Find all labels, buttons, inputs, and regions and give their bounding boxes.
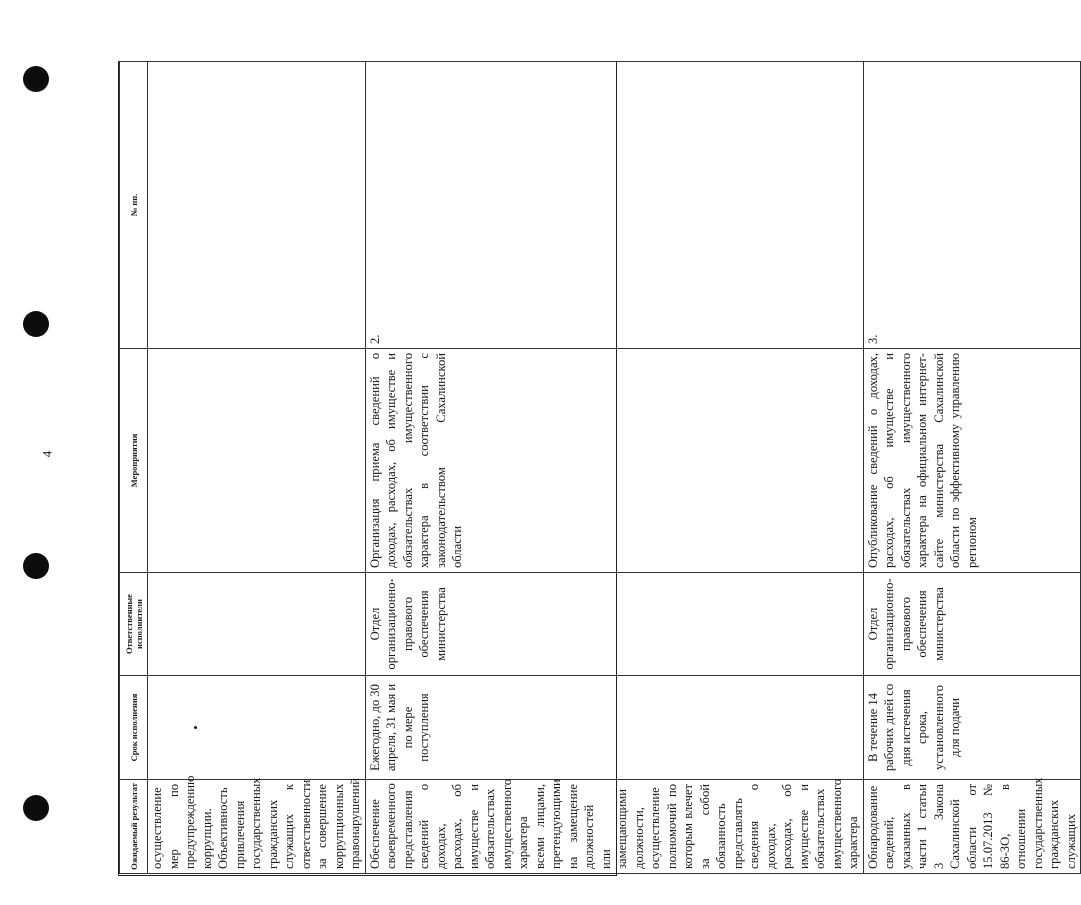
cell-num: 2. [365, 62, 863, 349]
cell-measures [148, 349, 366, 573]
cell-measures: Опубликование сведений о доходах, расходах, об имуществе и обязательствах имущественного характера на официальном интернет-сайте министерства Сахалинской области по эффективному управлению регионом [863, 349, 1081, 573]
cell-result: осуществление мер по предупреждению коррупции. Объективность привлечения государственных гражданских служащих к ответственности за совершение коррупционных правонарушений [148, 780, 366, 874]
table-header-row [120, 62, 148, 874]
rotated-content [119, 62, 1078, 874]
cell-executors [148, 573, 366, 676]
header-measures: Мероприятия [120, 349, 148, 573]
cell-num [148, 62, 366, 349]
table-row [148, 62, 366, 874]
cell-deadline: • [148, 676, 366, 780]
cell-result: Обеспечение своевременного представления сведений о доходах, расходах, об имуществе и обязательствах имущественного характера всеми лицами, претендующими на замещение должностей или замещающими должности, осуществление полномочий по которым влечет за собой обязанность представлять сведения о доходах, расходах, об имуществе и обязательствах имущественного характера [365, 780, 863, 874]
measures-table [119, 61, 1081, 874]
cell-deadline: Ежегодно, до 30 апреля, 31 мая и по мере поступления [365, 676, 863, 780]
cell-deadline: В течение 14 рабочих дней со дня истечения срока, установленного для подачи [863, 676, 1081, 780]
document-page [118, 61, 1078, 876]
table-row [365, 62, 863, 874]
header-executors: Ответственные исполнители [120, 573, 148, 676]
header-deadline: Срок исполнения [120, 676, 148, 780]
table-row [863, 62, 1081, 874]
cell-executors: Отдел организационно-правового обеспечения министерства [863, 573, 1081, 676]
binder-hole-1 [23, 66, 49, 92]
cell-result: Обнародование сведений, указанных в части 1 статьи 3 Закона Сахалинской области от 15.07.2013 № 86-ЗО, в отношении государственных гражданских служащих [863, 780, 1081, 874]
cell-executors: Отдел организационно-правового обеспечения министерства [365, 573, 863, 676]
cell-num: 3. [863, 62, 1081, 349]
page-number: 4 [39, 450, 55, 458]
binder-hole-4 [23, 795, 49, 821]
header-num: № пп. [120, 62, 148, 349]
binder-hole-3 [23, 553, 49, 579]
binder-hole-2 [23, 311, 49, 337]
header-result: Ожидаемый результат [120, 780, 148, 874]
cell-measures: Организация приема сведений о доходах, расходах, об имуществе и обязательствах имущественного характера в соответствии с законодательством Сахалинской области [365, 349, 863, 573]
